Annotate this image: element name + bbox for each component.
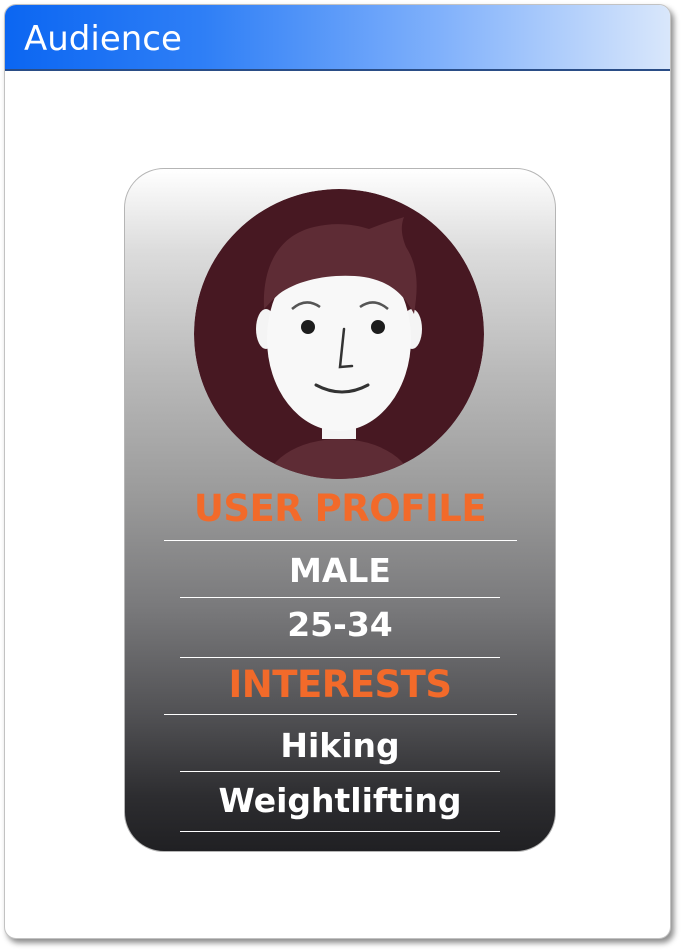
avatar — [194, 189, 484, 479]
audience-panel — [4, 4, 671, 939]
interest-item: Weightlifting — [218, 781, 462, 820]
panel-title: Audience — [24, 19, 182, 59]
user-profile-card — [124, 168, 556, 852]
divider — [164, 540, 517, 541]
user-profile-heading: USER PROFILE — [193, 487, 487, 530]
age-range-value: 25-34 — [287, 605, 393, 644]
divider — [180, 831, 500, 832]
divider — [180, 597, 500, 598]
divider — [180, 657, 500, 658]
panel-header — [5, 5, 670, 71]
interests-heading: INTERESTS — [228, 663, 452, 706]
divider — [180, 771, 500, 772]
gender-value: MALE — [289, 551, 391, 590]
interest-item: Hiking — [280, 726, 400, 765]
divider — [164, 714, 517, 715]
